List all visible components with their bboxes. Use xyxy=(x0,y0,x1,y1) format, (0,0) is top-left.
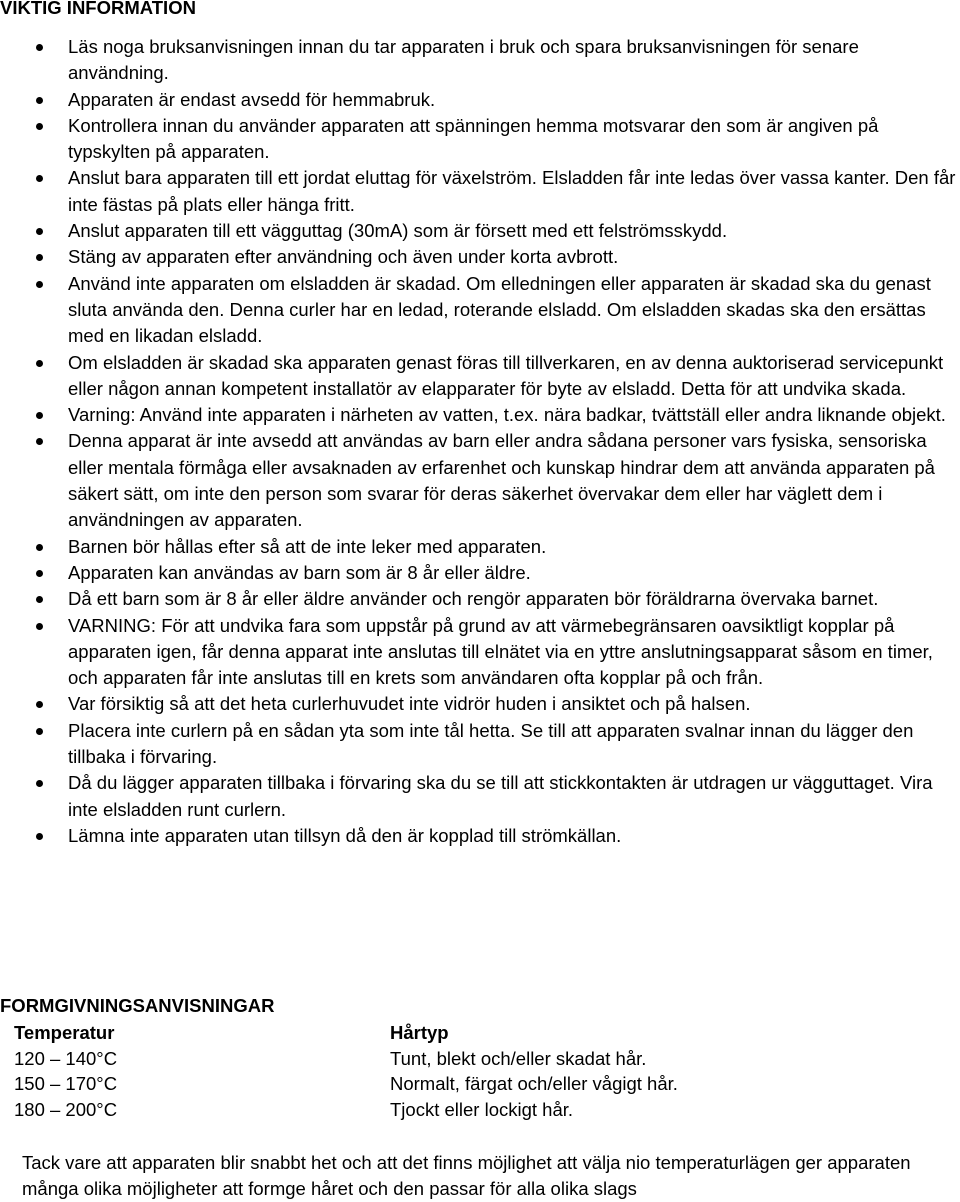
temperature-table xyxy=(14,1020,834,1122)
list-item xyxy=(0,560,960,586)
table-row xyxy=(14,1071,834,1097)
table-header-row xyxy=(14,1020,834,1046)
list-item-text: Apparaten kan användas av barn som är 8 år eller äldre. xyxy=(68,561,531,583)
list-item xyxy=(0,271,960,350)
list-item-text: Anslut apparaten till ett vägguttag (30mA) som är försett med ett felströmsskydd. xyxy=(68,220,728,242)
hair-type-cell: Tunt, blekt och/eller skadat hår. xyxy=(390,1047,647,1069)
list-item xyxy=(0,113,960,166)
list-item-text: Då ett barn som är 8 år eller äldre använder och rengör apparaten bör föräldrarna övervaka barnet. xyxy=(68,588,879,610)
list-item-text: Då du lägger apparaten tillbaka i förvaring ska du se till att stickkontakten är utdragen ur vägguttaget. Vira inte elsladden runt curlern. xyxy=(68,772,933,820)
table-row xyxy=(14,1097,834,1123)
list-item-text: Placera inte curlern på en sådan yta som inte tål hetta. Se till att apparaten svalnar innan du lägger den tillbaka i förvaring. xyxy=(68,719,914,768)
list-item-text: Denna apparat är inte avsedd att användas av barn eller andra sådana personer vars fysiska, sensoriska eller mentala förmåga eller avsaknaden av erfarenhet och kunskap hindrar dem att använda apparaten på säkert sätt, om inte den person som svarar för deras säkerhet övervakar dem eller har väglett dem i användningen av apparaten. xyxy=(68,430,935,531)
list-item xyxy=(0,823,960,849)
list-item-text: Anslut bara apparaten till ett jordat eluttag för växelström. Elsladden får inte ledas över vassa kanter. Den får inte fästas på plats eller hänga fritt. xyxy=(68,167,956,215)
list-item-text: VARNING: För att undvika fara som uppstår på grund av att värmebegränsaren oavsiktligt kopplar på apparaten igen, får denna apparat inte anslutas till elnätet via en yttre anslutningsapparat såsom en timer, och apparaten får inte anslutas till en krets som användaren ofta kopplar på och från. xyxy=(68,614,933,689)
list-item-text: Barnen bör hållas efter så att de inte leker med apparaten. xyxy=(68,535,547,557)
list-item xyxy=(0,534,960,560)
list-item xyxy=(0,350,960,403)
list-item xyxy=(0,218,960,244)
list-item xyxy=(0,770,960,823)
list-item xyxy=(0,244,960,270)
list-item xyxy=(0,34,960,87)
temperature-cell: 120 – 140°C xyxy=(14,1047,118,1069)
list-item xyxy=(0,613,960,692)
hair-type-cell: Tjockt eller lockigt hår. xyxy=(390,1098,574,1120)
list-item xyxy=(0,586,960,612)
list-item xyxy=(0,718,960,771)
list-item xyxy=(0,87,960,113)
table-row xyxy=(14,1046,834,1072)
hair-type-cell: Normalt, färgat och/eller vågigt hår. xyxy=(390,1073,678,1094)
list-item-text: Var försiktig så att det heta curlerhuvudet inte vidrör huden i ansiktet och på halsen. xyxy=(68,693,751,715)
list-item-text: Använd inte apparaten om elsladden är skadad. Om elledningen eller apparaten är skadad ska du genast sluta använda den. Denna curler har en ledad, roterande elsladd. Om elsladden skadas ska den ersättas med en likadan elsladd. xyxy=(68,272,931,347)
list-item xyxy=(0,428,960,533)
list-item-text: Varning: Använd inte apparaten i närheten av vatten, t.ex. nära badkar, tvättställ eller andra liknande objekt. xyxy=(68,404,946,426)
section-heading-important-information: VIKTIG INFORMATION xyxy=(0,0,196,18)
column-header-hair-type: Hårtyp xyxy=(390,1022,449,1043)
list-item-text: Om elsladden är skadad ska apparaten genast föras till tillverkaren, en av denna auktoriserad servicepunkt eller någon annan kompetent installatör av elapparater för byte av elsladd. Detta för att undvika skada. xyxy=(68,351,944,399)
list-item-text: Stäng av apparaten efter användning och även under korta avbrott. xyxy=(68,246,619,268)
list-item xyxy=(0,165,960,218)
temperature-cell: 150 – 170°C xyxy=(14,1073,118,1094)
safety-instructions-list xyxy=(0,34,960,849)
section-heading-styling-instructions: FORMGIVNINGSANVISNINGAR xyxy=(0,995,275,1016)
list-item xyxy=(0,691,960,717)
closing-paragraph: Tack vare att apparaten blir snabbt het och att det finns möjlighet att välja nio temperaturlägen ger apparaten många olika möjligheter att formge håret och den passar för alla olika slags xyxy=(22,1152,911,1199)
list-item xyxy=(0,402,960,428)
column-header-temperature: Temperatur xyxy=(14,1022,115,1043)
list-item-text: Kontrollera innan du använder apparaten att spänningen hemma motsvarar den som är angiven på typskylten på apparaten. xyxy=(68,114,879,163)
temperature-cell: 180 – 200°C xyxy=(14,1098,118,1120)
list-item-text: Apparaten är endast avsedd för hemmabruk. xyxy=(68,88,436,110)
list-item-text: Lämna inte apparaten utan tillsyn då den är kopplad till strömkällan. xyxy=(68,824,622,846)
list-item-text: Läs noga bruksanvisningen innan du tar apparaten i bruk och spara bruksanvisningen för senare användning. xyxy=(68,36,859,84)
